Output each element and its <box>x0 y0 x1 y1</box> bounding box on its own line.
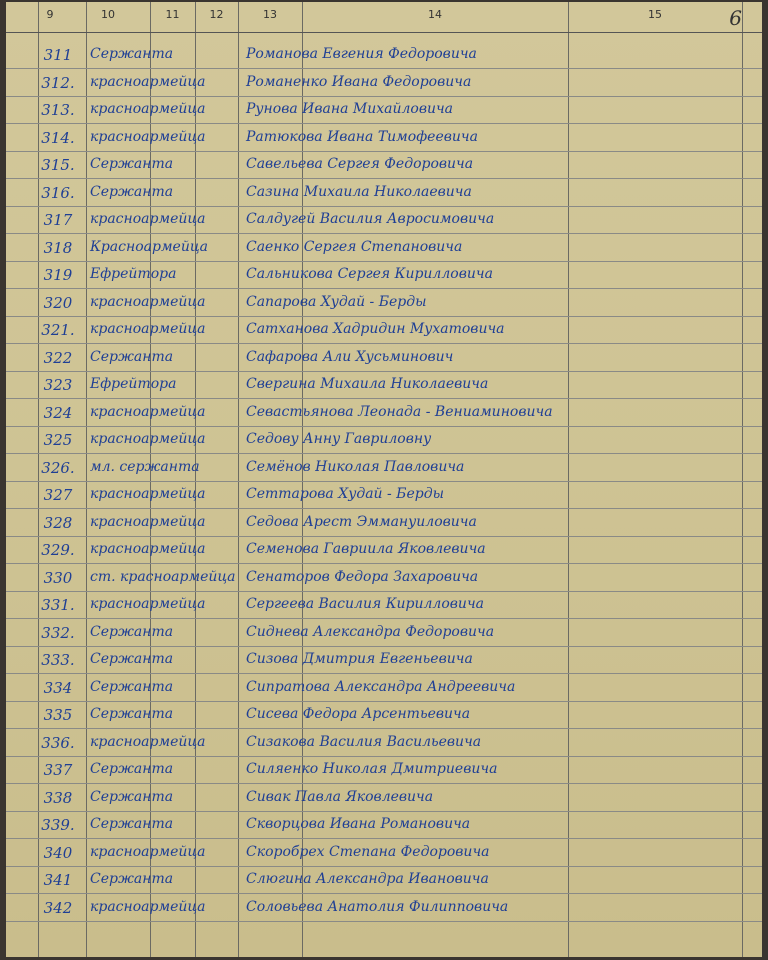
record-row <box>6 237 762 264</box>
record-row <box>6 512 762 539</box>
column-number: 15 <box>648 8 662 21</box>
column-number: 13 <box>263 8 277 21</box>
record-number: 317 <box>43 211 73 229</box>
record-number: 332. <box>41 623 75 642</box>
record-number: 337 <box>43 761 73 779</box>
record-rank: красноармейца <box>90 211 206 227</box>
row-rule <box>6 426 762 427</box>
record-rank: красноармейца <box>90 596 206 612</box>
record-number: 312. <box>41 73 75 92</box>
record-rank: красноармейца <box>90 128 206 145</box>
record-rank: Сержанта <box>90 348 174 365</box>
row-rule <box>6 123 762 124</box>
record-name: Сисева Федора Арсентьевича <box>246 706 471 722</box>
record-rank: Сержанта <box>90 678 174 695</box>
record-rank: Сержанта <box>90 871 174 887</box>
record-number: 321. <box>41 321 75 339</box>
row-rule <box>6 316 762 317</box>
record-name: Свергина Михаила Николаевича <box>246 376 489 392</box>
row-rule <box>6 921 762 922</box>
record-number: 313. <box>41 101 75 119</box>
record-name: Саенко Сергея Степановича <box>246 238 463 255</box>
record-row <box>6 677 762 704</box>
row-rule <box>6 646 762 647</box>
record-rank: Сержанта <box>90 183 174 200</box>
row-rule <box>6 96 762 97</box>
record-number: 334 <box>43 678 73 697</box>
row-rule <box>6 591 762 592</box>
row-rule <box>6 343 762 344</box>
record-rank: мл. сержанта <box>90 458 200 475</box>
record-row <box>6 539 762 566</box>
row-rule <box>6 233 762 234</box>
record-rank: красноармейца <box>90 898 206 915</box>
row-rule <box>6 261 762 262</box>
record-number: 340 <box>43 843 73 862</box>
record-number: 335 <box>43 706 73 724</box>
record-name: Сатханова Хадридин Мухатовича <box>246 321 505 337</box>
record-row <box>6 484 762 511</box>
record-name: Седова Арест Эммануиловича <box>246 513 477 530</box>
record-row <box>6 842 762 869</box>
record-name: Романова Евгения Федоровича <box>246 46 477 62</box>
record-number: 338 <box>43 788 73 807</box>
record-row <box>6 869 762 896</box>
record-rank: красноармейца <box>90 541 206 557</box>
column-number: 14 <box>428 8 442 21</box>
record-rank: ст. красноармейца <box>90 568 236 585</box>
column-number: 9 <box>46 8 54 21</box>
record-number: 333. <box>41 651 75 669</box>
record-name: Салдугей Василия Авросимовича <box>246 211 495 227</box>
record-name: Сергеева Василия Кирилловича <box>246 596 484 612</box>
row-rule <box>6 536 762 537</box>
record-name: Сальникова Сергея Кирилловича <box>246 266 493 282</box>
record-name: Сипратова Александра Андреевича <box>246 678 516 695</box>
column-number: 10 <box>101 8 115 21</box>
header-rule <box>6 32 762 33</box>
row-rule <box>6 838 762 839</box>
record-rank: красноармейца <box>90 73 206 90</box>
record-rank: Сержанта <box>90 788 174 805</box>
record-rank: красноармейца <box>90 293 206 310</box>
record-rank: Красноармейца <box>90 238 208 255</box>
row-rule <box>6 178 762 179</box>
record-number: 326. <box>41 458 75 477</box>
record-name: Ратюкова Ивана Тимофеевича <box>246 128 478 145</box>
record-row <box>6 649 762 676</box>
record-row <box>6 264 762 291</box>
column-number: 12 <box>209 8 224 21</box>
record-number: 314. <box>41 128 75 147</box>
row-rule <box>6 288 762 289</box>
record-row <box>6 429 762 456</box>
record-number: 322 <box>43 348 73 367</box>
record-number: 324 <box>43 403 73 422</box>
record-rank: красноармейца <box>90 733 206 750</box>
record-number: 325 <box>43 431 73 449</box>
record-number: 342 <box>43 898 73 917</box>
row-rule <box>6 728 762 729</box>
row-rule <box>6 68 762 69</box>
record-row <box>6 457 762 484</box>
record-rank: красноармейца <box>90 431 206 447</box>
record-name: Сафарова Али Хусьминович <box>246 348 454 365</box>
row-rule <box>6 453 762 454</box>
record-name: Слюгина Александра Ивановича <box>246 871 489 887</box>
record-name: Севастьянова Леонада - Вениаминовича <box>246 403 553 420</box>
row-rule <box>6 893 762 894</box>
row-rule <box>6 783 762 784</box>
record-number: 331. <box>41 596 75 614</box>
row-rule <box>6 151 762 152</box>
record-number: 330 <box>43 568 73 587</box>
record-name: Савельева Сергея Федоровича <box>246 156 474 172</box>
record-number: 341 <box>43 871 73 889</box>
column-number: 11 <box>165 8 180 21</box>
record-row <box>6 292 762 319</box>
record-row <box>6 759 762 786</box>
record-rank: Сержанта <box>90 623 174 640</box>
row-rule <box>6 206 762 207</box>
record-name: Сиднева Александра Федоровича <box>246 623 495 640</box>
record-name: Сазина Михаила Николаевича <box>246 183 472 200</box>
row-rule <box>6 398 762 399</box>
record-row <box>6 209 762 236</box>
record-row <box>6 319 762 346</box>
record-row <box>6 374 762 401</box>
record-name: Сивак Павла Яковлевича <box>246 788 434 805</box>
row-rule <box>6 866 762 867</box>
record-rank: Сержанта <box>90 816 174 832</box>
row-rule <box>6 481 762 482</box>
record-number: 336. <box>41 733 75 752</box>
record-name: Соловьева Анатолия Филипповича <box>246 898 509 915</box>
record-name: Силяенко Николая Дмитриевича <box>246 761 498 777</box>
record-number: 339. <box>41 816 75 834</box>
record-number: 316. <box>41 183 75 202</box>
record-rank: красноармейца <box>90 486 206 502</box>
row-rule <box>6 811 762 812</box>
record-row <box>6 402 762 429</box>
record-row <box>6 594 762 621</box>
record-row <box>6 787 762 814</box>
record-row <box>6 182 762 209</box>
row-rule <box>6 371 762 372</box>
record-row <box>6 567 762 594</box>
record-row <box>6 732 762 759</box>
page-number: 6 <box>729 6 742 30</box>
record-number: 320 <box>43 293 73 312</box>
row-rule <box>6 563 762 564</box>
record-number: 329. <box>41 541 75 559</box>
record-rank: красноармейца <box>90 321 206 337</box>
record-name: Сизова Дмитрия Евгеньевича <box>246 651 473 667</box>
record-row <box>6 704 762 731</box>
record-row <box>6 347 762 374</box>
record-row <box>6 72 762 99</box>
record-rank: Ефрейтора <box>90 266 177 282</box>
record-name: Сапарова Худай - Берды <box>246 293 427 310</box>
record-name: Рунова Ивана Михайловича <box>246 101 454 117</box>
record-number: 328 <box>43 513 73 532</box>
row-rule <box>6 701 762 702</box>
record-number: 311 <box>43 46 73 64</box>
record-name: Седову Анну Гавриловну <box>246 431 432 447</box>
record-rank: Сержанта <box>90 706 174 722</box>
record-rank: Сержанта <box>90 46 174 62</box>
record-row <box>6 154 762 181</box>
record-rank: Сержанта <box>90 156 174 172</box>
record-name: Романенко Ивана Федоровича <box>246 73 472 90</box>
record-rank: красноармейца <box>90 101 206 117</box>
record-name: Сенаторов Федора Захаровича <box>246 568 479 585</box>
document-page <box>6 2 762 957</box>
record-row <box>6 99 762 126</box>
row-rule <box>6 756 762 757</box>
record-name: Скоробрех Степана Федоровича <box>246 843 490 860</box>
record-name: Сизакова Василия Васильевича <box>246 733 482 750</box>
record-rank: красноармейца <box>90 513 206 530</box>
row-rule <box>6 618 762 619</box>
record-rank: Сержанта <box>90 651 174 667</box>
record-number: 318 <box>43 238 73 257</box>
record-name: Скворцова Ивана Романовича <box>246 816 471 832</box>
record-number: 323 <box>43 376 73 394</box>
record-number: 319 <box>43 266 73 284</box>
record-row <box>6 622 762 649</box>
record-name: Семёнов Николая Павловича <box>246 458 465 475</box>
row-rule <box>6 673 762 674</box>
record-rank: красноармейца <box>90 843 206 860</box>
record-row <box>6 127 762 154</box>
record-rank: красноармейца <box>90 403 206 420</box>
record-number: 315. <box>41 156 75 174</box>
record-rank: Сержанта <box>90 761 174 777</box>
record-number: 327 <box>43 486 73 504</box>
row-rule <box>6 508 762 509</box>
record-row <box>6 897 762 924</box>
record-rank: Ефрейтора <box>90 376 177 392</box>
record-name: Сеттарова Худай - Берды <box>246 486 444 502</box>
record-row <box>6 814 762 841</box>
record-name: Семенова Гавриила Яковлевича <box>246 541 486 557</box>
record-row <box>6 44 762 71</box>
